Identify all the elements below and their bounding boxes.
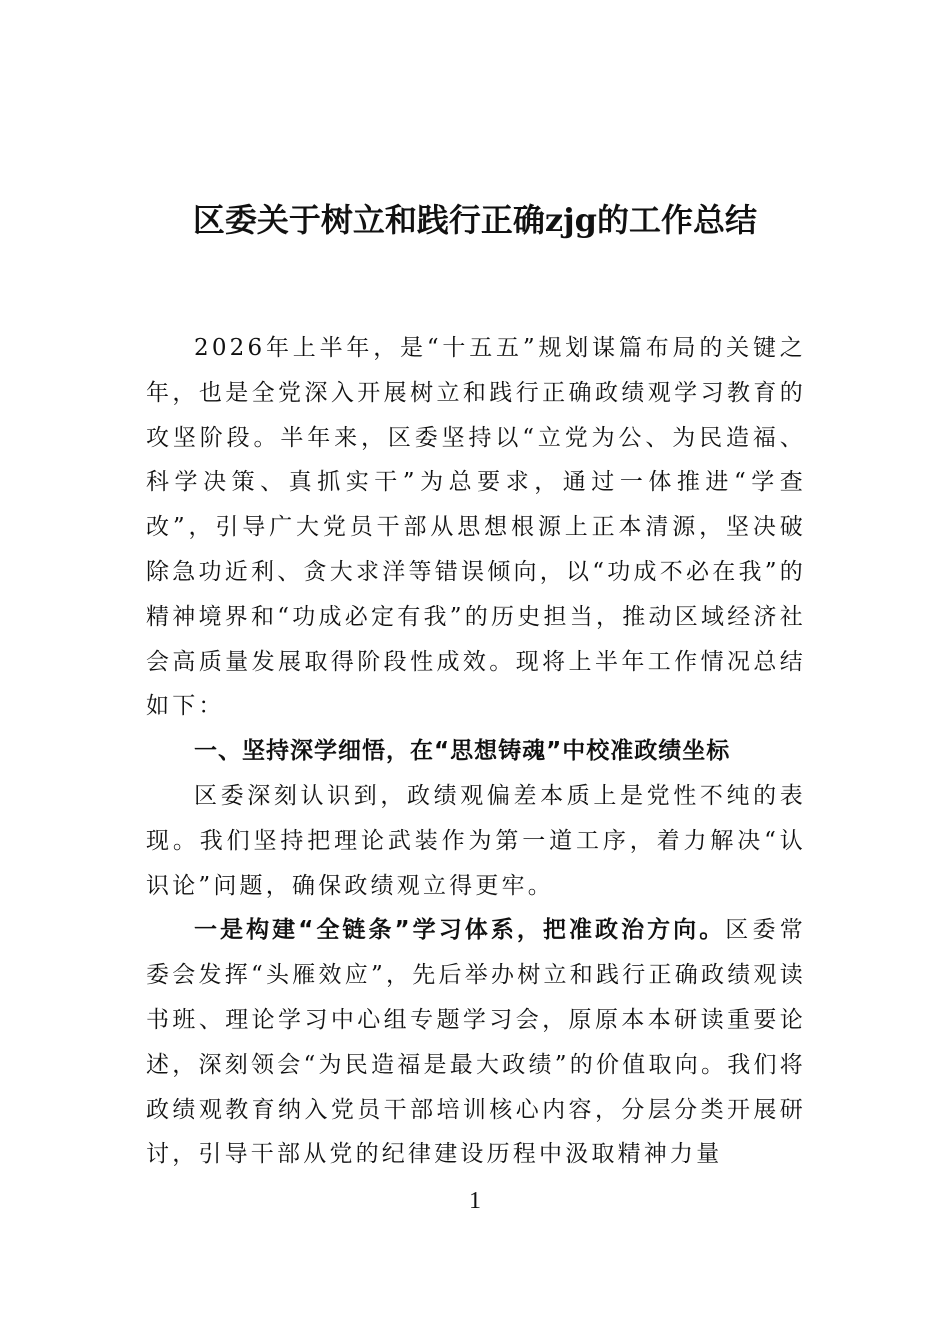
point-text: 区委常委会发挥“头雁效应”，先后举办树立和践行正确政绩观读书班、理论学习中心组专题学习会，原原本本研读重要论述，深刻领会“为民造福是最大政绩”的价值取向。我们将政绩观教育纳入党员干部培训核心内容，分层分类开展研讨，引导干部从党的纪律建设历程中汲取精神力量 [146, 917, 806, 1168]
intro-paragraph: 2026年上半年，是“十五五”规划谋篇布局的关键之年，也是全党深入开展树立和践行正确政绩观学习教育的攻坚阶段。半年来，区委坚持以“立党为公、为民造福、科学决策、真抓实干”为总要求，通过一体推进“学查改”，引导广大党员干部从思想根源上正本清源，坚决破除急功近利、贪大求洋等错误倾向，以“功成不必在我”的精神境界和“功成必定有我”的历史担当，推动区域经济社会高质量发展取得阶段性成效。现将上半年工作情况总结如下： [146, 335, 806, 720]
section-paragraph: 区委深刻认识到，政绩观偏差本质上是党性不纯的表现。我们坚持把理论武装作为第一道工序，着力解决“认识论”问题，确保政绩观立得更牢。 [146, 782, 806, 899]
document-body [146, 326, 806, 1177]
section-heading: 一、坚持深学细悟，在“思想铸魂”中校准政绩坐标 [194, 738, 731, 765]
point-paragraph [146, 908, 806, 1177]
document-title: 区委关于树立和践行正确zjg的工作总结 [192, 201, 758, 239]
point-lead: 一是构建“全链条”学习体系，把准政治方向。 [194, 917, 726, 944]
page-number: 1 [469, 1188, 481, 1214]
